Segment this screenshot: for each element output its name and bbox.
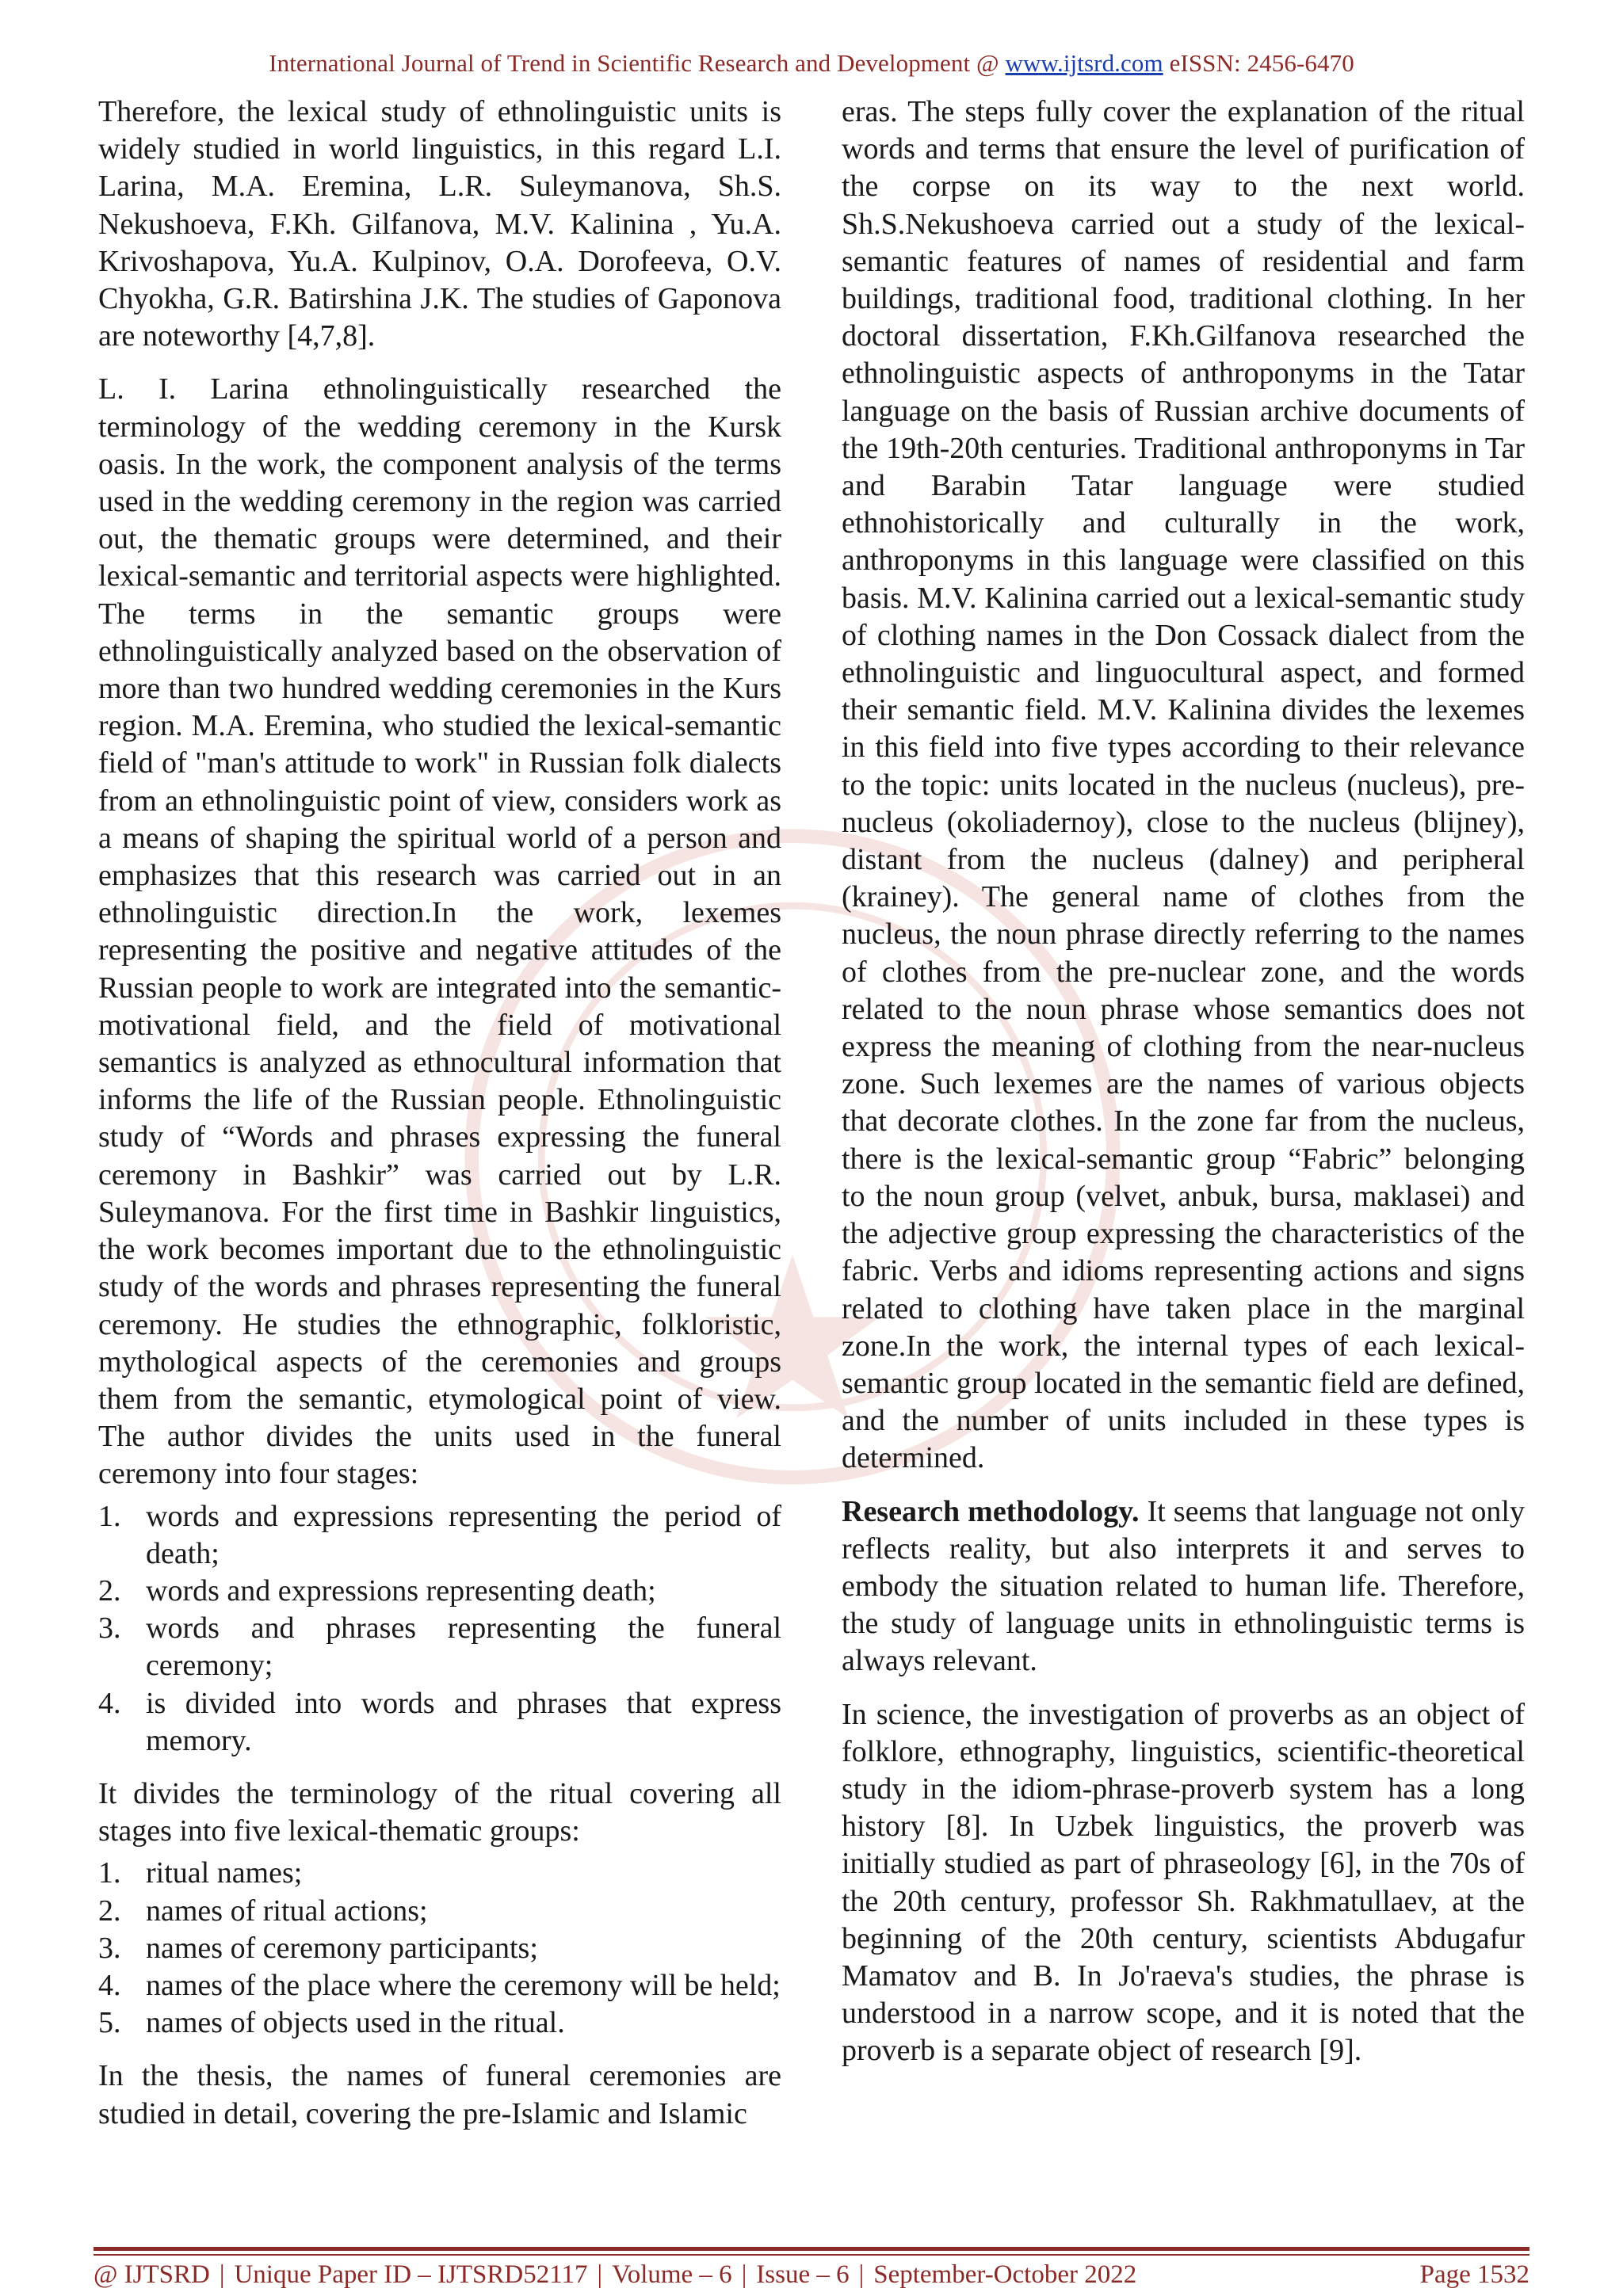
page-number: Page 1532: [1419, 2260, 1529, 2289]
header-issn: eISSN: 2456-6470: [1169, 49, 1354, 77]
methodology-text: It seems that language not only reflects reality, but also interprets it and serves to embody the situation related to human life. Therefore, the study of language units in ethnolinguistic terms is always relevant.: [842, 1494, 1525, 1678]
list-number: 5.: [98, 2006, 121, 2040]
list-text: words and expressions representing death;: [146, 1573, 656, 1608]
section-heading: Research methodology.: [842, 1494, 1140, 1528]
footer-volume: Volume – 6: [612, 2260, 732, 2289]
list-number: 2.: [98, 1573, 121, 1608]
paragraph: L. I. Larina ethnolinguistically researched the terminology of the wedding ceremony in the Kursk oasis. In the work, the component analysis of the terms used in the wedding ceremony in the region was carried out, the thematic groups were determined, and their lexical-semantic and territorial aspects were highlighted. The terms in the semantic groups were ethnolinguistically analyzed based on the observation of more than two hundred wedding ceremonies in the Kurs region. M.A. Eremina, who studied the lexical-semantic field of "man's attitude to work" in Russian folk dialects from an ethnolinguistic point of view, considers work as a means of shaping the spiritual world of a person and emphasizes that this research was carried out in an ethnolinguistic direction.In the work, lexemes representing the positive and negative attitudes of the Russian people to work are integrated into the semantic-motivational field, and the field of motivational semantics is analyzed as ethnocultural information that informs the life of the Russian people. Ethnolinguistic study of “Words and phrases expressing the funeral ceremony in Bashkir” was carried out by L.R. Suleymanova. For the first time in Bashkir linguistics, the work becomes important due to the ethnolinguistic study of the words and phrases representing the funeral ceremony. He studies the ethnographic, folkloristic, mythological aspects of the ceremonies and groups them from the semantic, etymological point of view. The author divides the units used in the funeral ceremony into four stages:: [98, 372, 781, 1491]
list-text: ritual names;: [146, 1856, 303, 1890]
list-number: 4.: [98, 1968, 121, 2002]
list-number: 4.: [98, 1686, 121, 1720]
list-text: words and expressions representing the period of death;: [146, 1499, 781, 1570]
list-item: [98, 2004, 781, 2042]
methodology-paragraph: [842, 1493, 1525, 1680]
journal-website-link[interactable]: www.ijtsrd.com: [1005, 49, 1163, 77]
list-item: [98, 1685, 781, 1760]
paragraph: In the thesis, the names of funeral ceremonies are studied in detail, covering the pre-Islamic and Islamic: [98, 2059, 781, 2130]
list-number: 3.: [98, 1931, 121, 1965]
right-column: [842, 93, 1525, 2086]
footer-divider-thin: [94, 2254, 1529, 2256]
footer-paper-id: Unique Paper ID – IJTSRD52117: [234, 2260, 588, 2289]
list-text: names of ritual actions;: [146, 1894, 428, 1928]
footer-issue: Issue – 6: [756, 2260, 850, 2289]
footer-info: @ IJTSRD | Unique Paper ID – IJTSRD52117 | Volume – 6 | Issue – 6 | September-October 2022: [94, 2260, 1137, 2289]
footer-divider: [94, 2247, 1529, 2251]
footer-date: September-October 2022: [873, 2260, 1137, 2289]
paragraph: In science, the investigation of proverbs as an object of folklore, ethnography, linguistics, scientific-theoretical study in the idiom-phrase-proverb system has a long history [8]. In Uzbek linguistics, the proverb was initially studied as part of phraseology [6], in the 70s of the 20th century, professor Sh. Rakhmatullaev, at the beginning of the 20th century, scientists Abdugafur Mamatov and B. In Jo'raeva's studies, the phrase is understood in a narrow scope, and it is noted that the proverb is a separate object of research [9].: [842, 1697, 1525, 2068]
footer-journal: @ IJTSRD: [94, 2260, 210, 2289]
list-text: names of objects used in the ritual.: [146, 2006, 565, 2040]
header-journal-name: International Journal of Trend in Scientific Research and Development @: [269, 49, 999, 77]
list-item: [98, 1855, 781, 1892]
list-item: [98, 1893, 781, 1930]
list-item: [98, 1498, 781, 1573]
list-text: words and phrases representing the funeral ceremony;: [146, 1611, 781, 1683]
list-text: names of the place where the ceremony will be held;: [146, 1968, 781, 2002]
paragraph: Therefore, the lexical study of ethnolinguistic units is widely studied in world linguistics, in this regard L.I. Larina, M.A. Eremina, L.R. Suleymanova, Sh.S. Nekushoeva, F.Kh. Gilfanova, M.V. Kalinina , Yu.A. Krivoshapova, Yu.A. Kulpinov, O.A. Dorofeeva, O.V. Chyokha, G.R. Batirshina J.K. The studies of Gaponova are noteworthy [4,7,8].: [98, 95, 781, 353]
list-number: 1.: [98, 1856, 121, 1890]
funeral-stages-list: [98, 1498, 781, 1760]
journal-header: [0, 49, 1623, 78]
paragraph: It divides the terminology of the ritual covering all stages into five lexical-thematic groups:: [98, 1776, 781, 1848]
paragraph: eras. The steps fully cover the explanation of the ritual words and terms that ensure the level of purification of the corpse on its way to the next world. Sh.S.Nekushoeva carried out a study of the lexical-semantic features of names of residential and farm buildings, traditional food, traditional clothing. In her doctoral dissertation, F.Kh.Gilfanova researched the ethnolinguistic aspects of anthroponyms in the Tatar language on the basis of Russian archive documents of the 19th-20th centuries. Traditional anthroponyms in Tar and Barabin Tatar language were studied ethnohistorically and culturally in the work, anthroponyms in this language were classified on this basis. M.V. Kalinina carried out a lexical-semantic study of clothing names in the Don Cossack dialect from the ethnolinguistic and linguocultural aspect, and formed their semantic field. M.V. Kalinina divides the lexemes in this field into five types according to their relevance to the topic: units located in the nucleus (nucleus), pre-nucleus (okoliadernoy), close to the nucleus (blijney), distant from the nucleus (dalney) and peripheral (krainey). The general name of clothes from the nucleus, the noun phrase directly referring to the names of clothes from the pre-nuclear zone, and the words related to the noun phrase whose semantics does not express the meaning of clothing from the near-nucleus zone. Such lexemes are the names of various objects that decorate clothes. In the zone far from the nucleus, there is the lexical-semantic group “Fabric” belonging to the noun group (velvet, anbuk, bursa, maklasei) and the adjective group expressing the characteristics of the fabric. Verbs and idioms representing actions and signs related to clothing have taken place in the marginal zone.In the work, the internal types of each lexical-semantic group located in the semantic field are defined, and the number of units included in these types is determined.: [842, 95, 1525, 1475]
list-item: [98, 1573, 781, 1610]
list-number: 2.: [98, 1894, 121, 1928]
list-item: [98, 1967, 781, 2004]
page-footer: [94, 2260, 1529, 2290]
list-number: 1.: [98, 1499, 121, 1533]
left-column: [98, 93, 781, 2149]
list-text: names of ceremony participants;: [146, 1931, 538, 1965]
list-text: is divided into words and phrases that express memory.: [146, 1686, 781, 1757]
list-number: 3.: [98, 1611, 121, 1646]
list-item: [98, 1610, 781, 1684]
lexical-thematic-groups-list: [98, 1855, 781, 2042]
list-item: [98, 1930, 781, 1967]
